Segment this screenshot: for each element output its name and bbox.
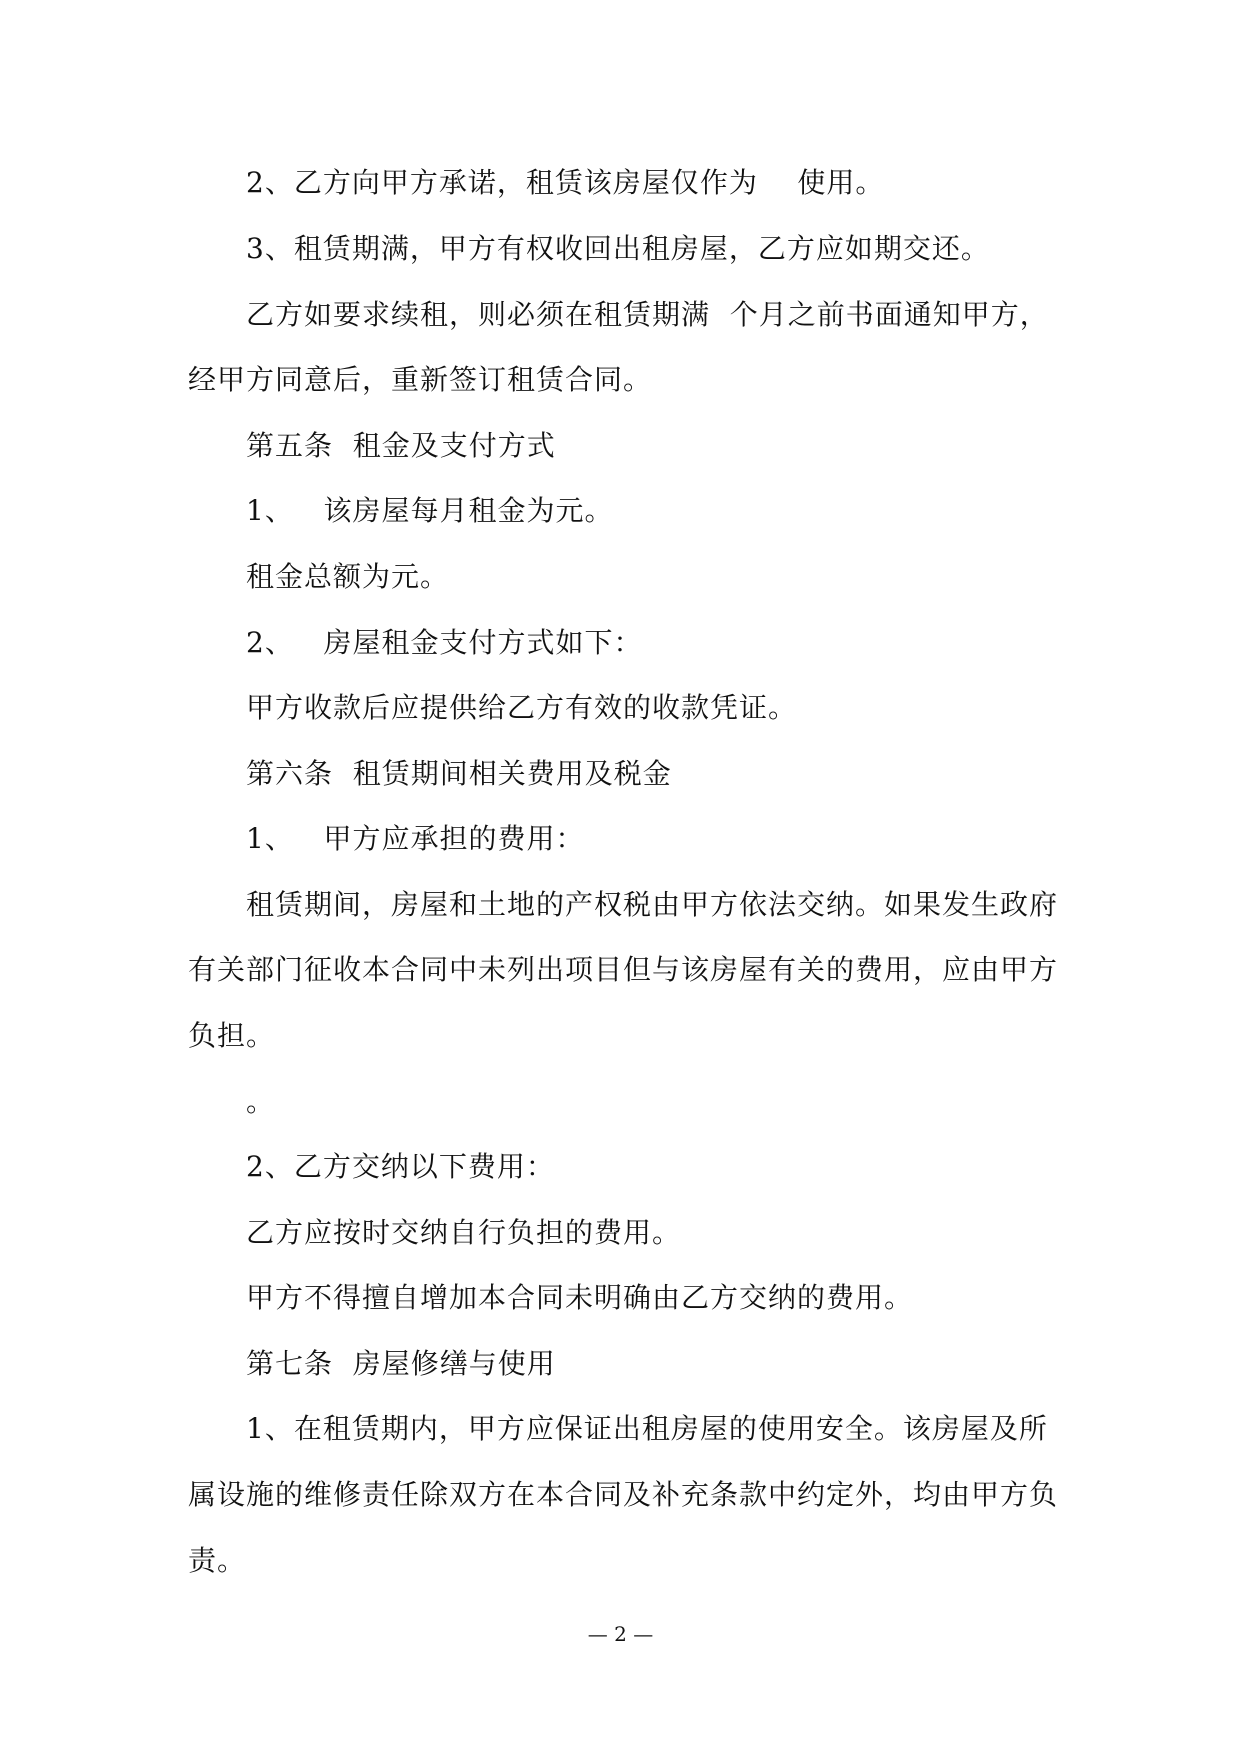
clause-6-item-2: 2、乙方交纳以下费用：	[246, 1150, 555, 1183]
receipt-line: 甲方收款后应提供给乙方有效的收款凭证。	[246, 691, 798, 724]
renewal-paragraph-line-2: 经甲方同意后，重新签订租赁合同。	[188, 363, 653, 396]
clause-5-item-1: 1、 该房屋每月租金为元。	[246, 494, 614, 527]
clause-5-heading: 第五条 租金及支付方式	[246, 429, 556, 462]
clause-6-item-1: 1、 甲方应承担的费用：	[246, 822, 585, 855]
repair-paragraph-line-2: 属设施的维修责任除双方在本合同及补充条款中约定外，均由甲方负	[188, 1478, 1059, 1511]
page-number: — 2 —	[587, 1622, 654, 1646]
clause-6-heading: 第六条 租赁期间相关费用及税金	[246, 757, 672, 790]
renewal-paragraph-line-1: 乙方如要求续租，则必须在租赁期满 个月之前书面通知甲方，	[246, 298, 1049, 331]
clause-4-item-2: 2、乙方向甲方承诺，租赁该房屋仅作为 使用。	[246, 166, 885, 199]
repair-paragraph-line-3: 责。	[188, 1544, 247, 1577]
tax-paragraph-line-3: 负担。	[188, 1019, 276, 1052]
clause-7-heading: 第七条 房屋修缮与使用	[246, 1347, 556, 1380]
landlord-fee-line: 甲方不得擅自增加本合同未明确由乙方交纳的费用。	[246, 1281, 914, 1314]
rent-total-line: 租金总额为元。	[246, 560, 450, 593]
clause-4-item-3: 3、租赁期满，甲方有权收回出租房屋，乙方应如期交还。	[246, 232, 990, 265]
orphan-period-line: 。	[246, 1085, 276, 1118]
repair-paragraph-line-1: 1、在租赁期内，甲方应保证出租房屋的使用安全。该房屋及所	[246, 1412, 1048, 1445]
clause-5-item-2: 2、 房屋租金支付方式如下：	[246, 626, 643, 659]
tax-paragraph-line-2: 有关部门征收本合同中未列出项目但与该房屋有关的费用，应由甲方	[188, 953, 1059, 986]
tenant-fee-line: 乙方应按时交纳自行负担的费用。	[246, 1216, 682, 1249]
tax-paragraph-line-1: 租赁期间，房屋和土地的产权税由甲方依法交纳。如果发生政府	[246, 888, 1059, 921]
